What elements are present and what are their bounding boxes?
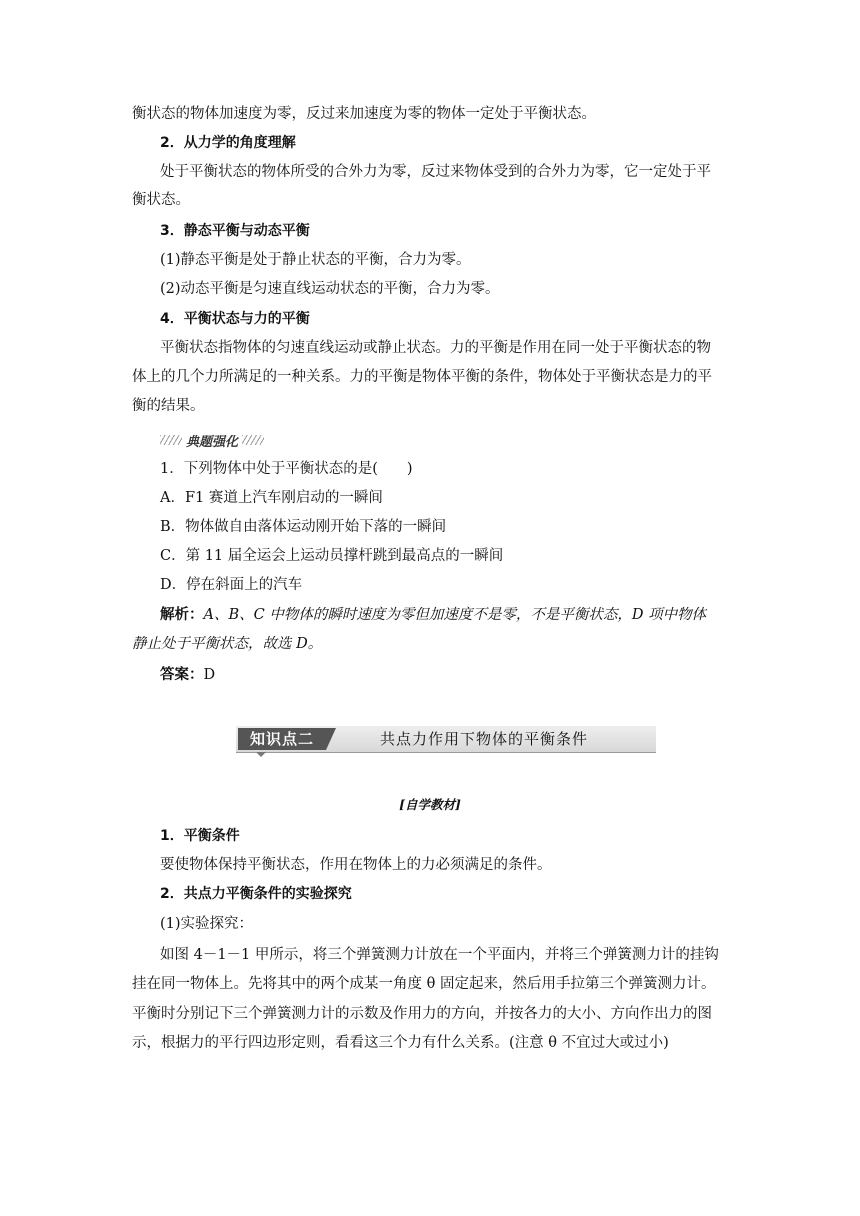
heading-understanding-mechanics: 2．从力学的角度理解 (160, 135, 296, 151)
paragraph-line: 挂在同一物体上。先将其中的两个成某一角度 θ 固定起来，然后用手拉第三个弹簧测力计。 (132, 976, 716, 992)
section-label-typical-problems (160, 431, 264, 449)
heading-equilibrium-state: 4．平衡状态与力的平衡 (160, 311, 310, 327)
option-b: B．物体做自由落体运动刚开始下落的一瞬间 (160, 519, 447, 535)
option-a: A．F1 赛道上汽车刚启动的一瞬间 (160, 490, 383, 506)
question-stem: 1．下列物体中处于平衡状态的是( ) (160, 461, 413, 477)
paragraph-line: (1)实验探究： (160, 916, 254, 932)
analysis-line (160, 605, 760, 625)
hatch-decoration (242, 435, 264, 445)
heading-equilibrium-condition: 1．平衡条件 (160, 828, 240, 844)
section-label-text: 典题强化 (186, 434, 239, 450)
option-d: D．停在斜面上的汽车 (160, 577, 303, 593)
banner-tag: 知识点二 (238, 728, 326, 750)
paragraph-line: 衡状态。 (132, 192, 190, 208)
paragraph-line: 如图 4－1－1 甲所示，将三个弹簧测力计放在一个平面内，并将三个弹簧测力计的挂钩 (160, 947, 719, 963)
paragraph-line: 要使物体保持平衡状态，作用在物体上的力必须满足的条件。 (160, 857, 552, 873)
paragraph-line: 平衡时分别记下三个弹簧测力计的示数及作用力的方向，并按各力的大小、方向作出力的图 (132, 1006, 712, 1022)
self-study-label: [自学教材] (399, 797, 461, 812)
paragraph-line: 衡状态的物体加速度为零，反过来加速度为零的物体一定处于平衡状态。 (132, 106, 596, 122)
banner-pointer (256, 752, 266, 757)
heading-experiment: 2．共点力平衡条件的实验探究 (160, 886, 352, 902)
paragraph-line: 处于平衡状态的物体所受的合外力为零，反过来物体受到的合外力为零，它一定处于平 (160, 164, 711, 180)
analysis-label: 解析： (160, 607, 204, 623)
hatch-decoration (160, 435, 182, 445)
answer-label: 答案： (160, 667, 204, 683)
paragraph-line: 平衡状态指物体的匀速直线运动或静止状态。力的平衡是作用在同一处于平衡状态的物 (160, 340, 711, 356)
knowledge-point-banner (236, 726, 656, 753)
paragraph-line: 体上的几个力所满足的一种关系。力的平衡是物体平衡的条件，物体处于平衡状态是力的平 (132, 369, 712, 385)
option-c: C．第 11 届全运会上运动员撑杆跳到最高点的一瞬间 (160, 548, 504, 564)
paragraph-line: (1)静态平衡是处于静止状态的平衡，合力为零。 (160, 252, 471, 268)
answer-value: D (203, 667, 216, 683)
paragraph-line: (2)动态平衡是匀速直线运动状态的平衡，合力为零。 (160, 281, 500, 297)
answer-line (160, 665, 760, 685)
paragraph-line: 示，根据力的平行四边形定则，看看这三个力有什么关系。(注意 θ 不宜过大或过小) (132, 1035, 669, 1051)
analysis-line-2: 静止处于平衡状态，故选 D。 (132, 636, 323, 652)
heading-static-dynamic: 3．静态平衡与动态平衡 (160, 223, 310, 239)
banner-title: 共点力作用下物体的平衡条件 (380, 730, 589, 748)
analysis-text: A、B、C 中物体的瞬时速度为零但加速度不是零，不是平衡状态，D 项中物体 (203, 607, 707, 623)
banner-tag-notch (326, 728, 336, 750)
paragraph-line: 衡的结果。 (132, 398, 205, 414)
